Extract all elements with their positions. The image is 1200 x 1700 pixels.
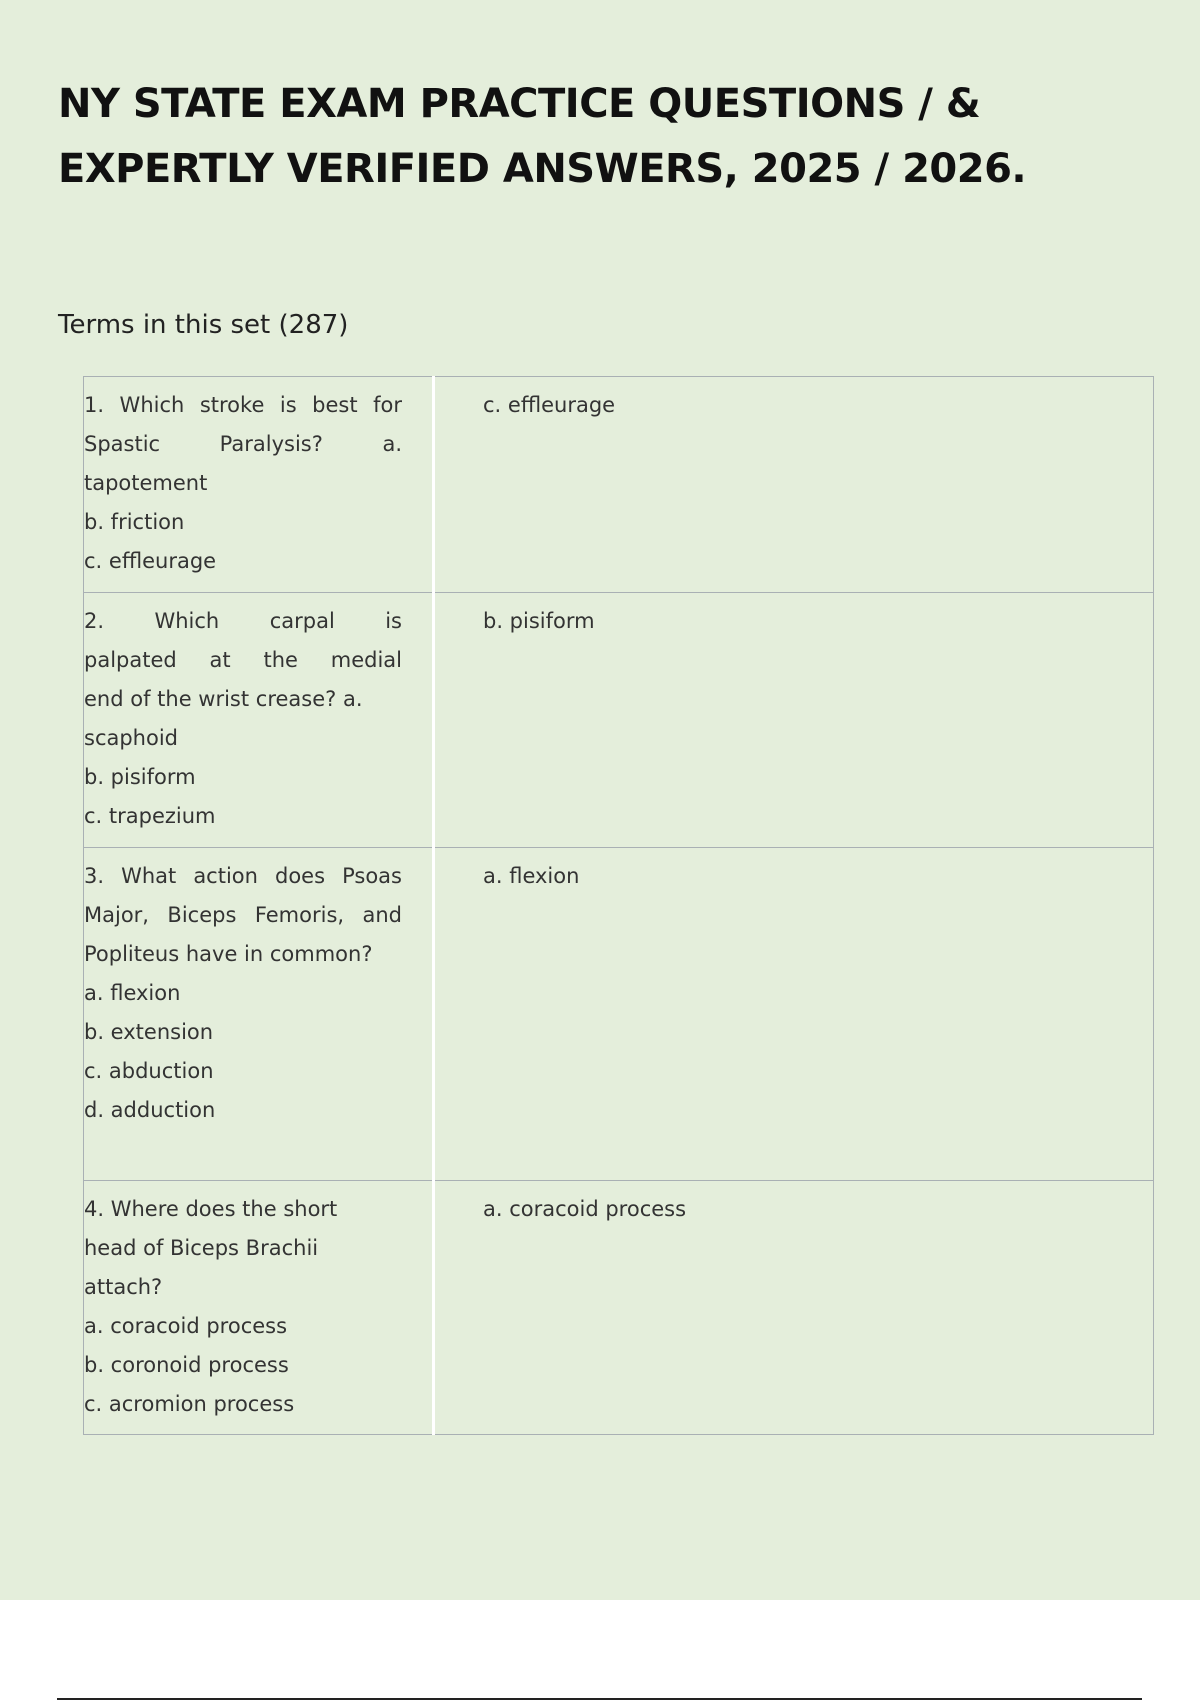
question-line: 4. Where does the short: [84, 1197, 338, 1221]
question-line: 3. What action does Psoas: [84, 864, 402, 888]
question-line: palpated at the medial: [84, 648, 402, 672]
answer-cell: [434, 848, 1154, 1181]
question-line: b. extension: [84, 1020, 214, 1044]
answer-cell: [434, 593, 1154, 848]
question-line: c. effleurage: [84, 549, 217, 573]
title-line-1: NY STATE EXAM PRACTICE QUESTIONS / &: [58, 81, 981, 127]
question-line: attach?: [84, 1275, 163, 1299]
question-line: b. friction: [84, 510, 185, 534]
table-row: [84, 593, 1154, 848]
question-line: a. coracoid process: [84, 1314, 288, 1338]
question-line: Popliteus have in common?: [84, 942, 373, 966]
question-line: d. adduction: [84, 1098, 216, 1122]
page-title: [58, 72, 1118, 202]
question-line: end of the wrist crease? a.: [84, 687, 363, 711]
answer-text: b. pisiform: [483, 609, 595, 633]
question-line: b. pisiform: [84, 765, 196, 789]
answer-text: a. flexion: [483, 864, 580, 888]
question-line: c. trapezium: [84, 804, 216, 828]
answer-cell: [434, 1181, 1154, 1435]
question-cell: [84, 377, 434, 593]
question-line: head of Biceps Brachii: [84, 1236, 319, 1260]
question-line: tapotement: [84, 471, 208, 495]
answer-cell: [434, 377, 1154, 593]
table-row: [84, 848, 1154, 1181]
answer-text: a. coracoid process: [483, 1197, 687, 1221]
question-line: b. coronoid process: [84, 1353, 289, 1377]
question-answer-table: [83, 376, 1154, 1435]
question-cell: [84, 848, 434, 1181]
question-line: scaphoid: [84, 726, 179, 750]
answer-text: c. effleurage: [483, 393, 616, 417]
table-row: [84, 377, 1154, 593]
question-cell: [84, 593, 434, 848]
question-line: c. acromion process: [84, 1392, 295, 1416]
question-line: Spastic Paralysis? a.: [84, 432, 402, 456]
question-line: a. flexion: [84, 981, 181, 1005]
question-line: 1. Which stroke is best for: [84, 393, 402, 417]
question-line: 2. Which carpal is: [84, 609, 402, 633]
question-cell: [84, 1181, 434, 1435]
title-line-2: EXPERTLY VERIFIED ANSWERS, 2025 / 2026.: [58, 146, 1027, 192]
terms-count-label: Terms in this set (287): [58, 310, 349, 340]
question-line: c. abduction: [84, 1059, 214, 1083]
table-row: [84, 1181, 1154, 1435]
question-line: Major, Biceps Femoris, and: [84, 903, 402, 927]
